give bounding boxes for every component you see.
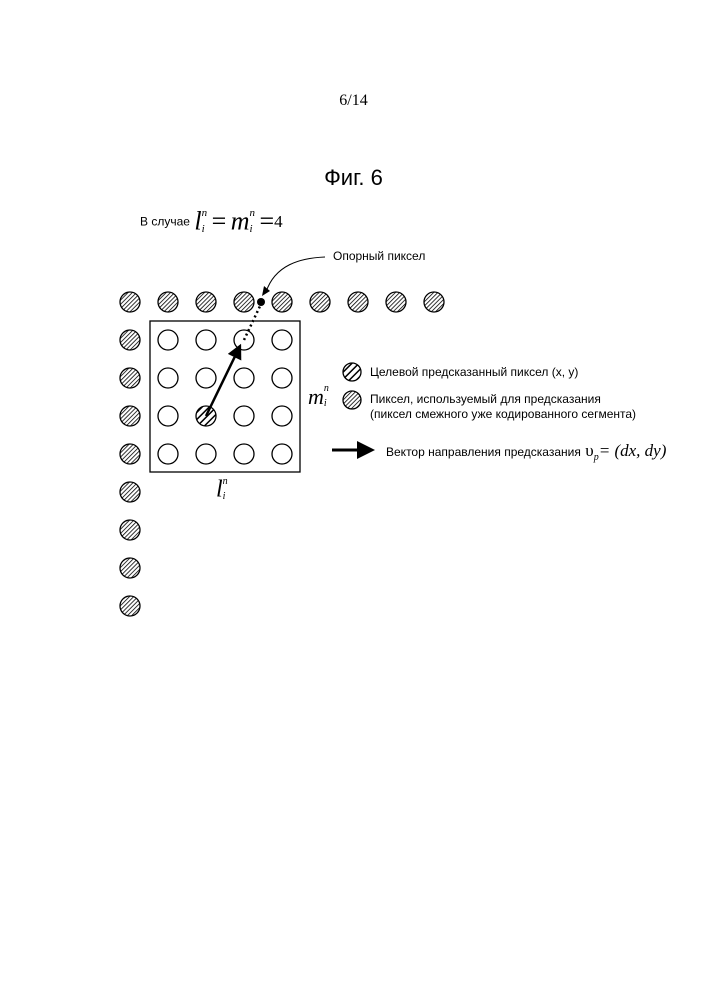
neighbor-pixel-left [120,558,140,578]
neighbor-pixel-left [120,482,140,502]
block-pixel [234,368,254,388]
condition-formula [140,208,283,235]
sup: n [202,208,208,219]
sub: i [202,224,208,235]
m-indices [250,208,256,235]
legend-vector-label [386,441,666,463]
neighbor-pixel-left [120,444,140,464]
vector-symbol: υ [585,441,593,460]
sub: i [223,492,228,502]
height-indices [324,384,329,409]
neighbor-pixel-left [120,520,140,540]
block-pixel [272,406,292,426]
reference-callout-line [266,257,325,292]
neighbor-pixel-left [120,368,140,388]
block-pixel [234,406,254,426]
neighbor-pixel-left [120,406,140,426]
vector-rhs: = (dx, dy) [599,441,667,460]
reference-pixel-dot [257,298,265,306]
legend-target-label: Целевой предсказанный пиксел (x, y) [370,365,578,379]
neighbor-pixel-top [234,292,254,312]
legend-used-icon [343,391,361,409]
equals: = [259,207,274,236]
height-label [308,384,329,409]
sup: n [223,477,228,487]
sub: i [324,399,329,409]
block-pixels [158,330,292,464]
neighbor-pixel-top [386,292,406,312]
block-pixel [234,444,254,464]
l-symbol: l [194,207,201,236]
neighbor-pixel-top [158,292,178,312]
l-indices [202,208,208,235]
width-indices [223,477,228,502]
block-pixel [196,368,216,388]
reference-pixel-label: Опорный пиксел [333,249,425,263]
block-pixel [158,330,178,350]
neighbor-pixel-top [120,292,140,312]
callout-arrowhead [262,286,270,296]
width-label [216,476,228,502]
figure-title: Фиг. 6 [0,165,707,191]
legend-used-label-1: Пиксел, используемый для предсказания [370,392,601,406]
neighbor-pixel-left [120,596,140,616]
neighbor-pixel-top [196,292,216,312]
condition-value: 4 [274,212,283,231]
sup: n [324,384,329,394]
neighbor-pixel-left [120,330,140,350]
neighbor-pixel-top [348,292,368,312]
vector-sub: p [594,452,599,463]
vector-text: Вектор направления предсказания [386,445,581,459]
block-pixel [158,368,178,388]
block-pixel [272,368,292,388]
block-pixel [272,330,292,350]
legend-used-label-2: (пиксел смежного уже кодированного сегмента) [370,407,636,421]
neighbor-pixel-top [310,292,330,312]
block-pixel [196,444,216,464]
block-pixel [158,406,178,426]
block-pixel [272,444,292,464]
sub: i [250,224,256,235]
equals: = [212,207,227,236]
neighbor-pixel-top [424,292,444,312]
block-pixel [158,444,178,464]
legend-target-icon [343,363,361,381]
sup: n [250,208,256,219]
block-pixel [196,330,216,350]
page-number: 6/14 [0,92,707,110]
diagram-canvas [0,0,707,1000]
m-symbol: m [231,207,250,236]
condition-prefix: В случае [140,215,190,229]
neighbor-pixel-top [272,292,292,312]
m-symbol: m [308,384,324,409]
l-symbol: l [216,476,223,502]
